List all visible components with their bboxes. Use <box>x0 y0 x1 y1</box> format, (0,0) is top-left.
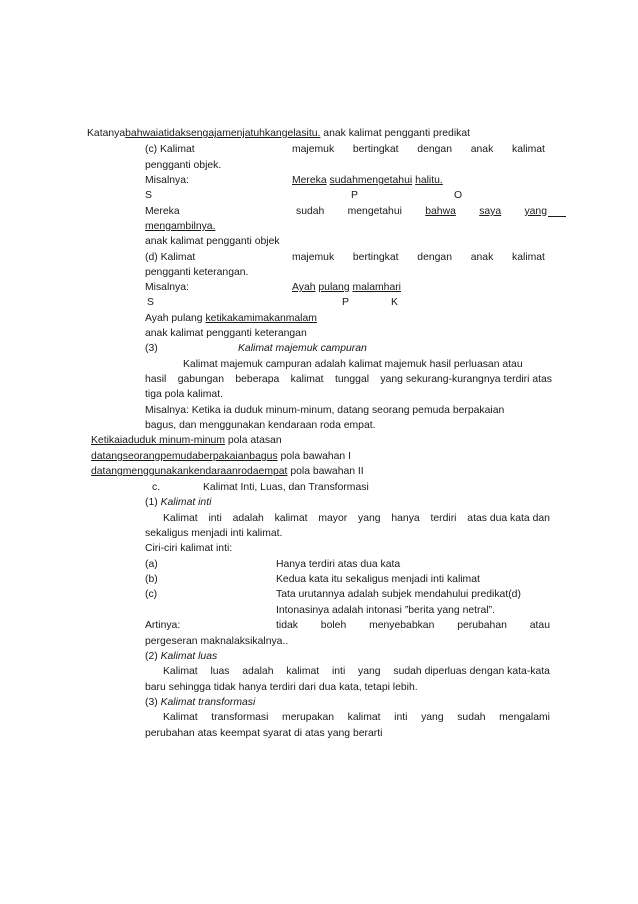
predicate: sudahmengetahui <box>329 175 413 186</box>
word: luas <box>210 666 230 677</box>
note-keterangan: anak kalimat pengganti keterangan <box>145 328 307 339</box>
pola-line <box>91 450 351 463</box>
paragraph-line: Kalimat majemuk campuran adalah kalimat majemuk hasil perluasan atau <box>183 359 523 370</box>
word: menyebabkan <box>369 620 435 631</box>
paragraph-line <box>163 665 550 678</box>
adverbial: malamhari <box>352 282 401 293</box>
underlined-clause: datangseorangpemudaberpakaianbagus <box>91 451 278 462</box>
item-d-label: (d) Kalimat <box>145 252 196 263</box>
example-sentence <box>292 174 443 187</box>
underlined-clause: Ketikaiaduduk minum-minum <box>91 435 225 446</box>
artinya-cont: pergeseran maknalaksikalnya.. <box>145 636 289 647</box>
example-label: Misalnya: <box>145 175 189 186</box>
word: tunggal <box>334 374 370 385</box>
list-marker: (c) <box>145 589 158 600</box>
word: sudah <box>457 712 486 723</box>
artinya-label: Artinya: <box>145 620 181 631</box>
word: Kalimat <box>163 666 198 677</box>
underlined-clause: ketikakamimakanmalam <box>205 313 317 324</box>
word: bertingkat <box>352 144 399 155</box>
text: Kalimat luas <box>160 651 218 662</box>
k-marker: K <box>391 297 398 308</box>
word: bertingkat <box>352 252 399 263</box>
predicate: pulang <box>318 282 350 293</box>
word: dengan <box>417 144 452 155</box>
word: merupakan <box>282 712 335 723</box>
s-marker: S <box>145 190 152 201</box>
text: (3) <box>145 697 161 708</box>
word: hanya <box>391 513 420 524</box>
paragraph-line <box>163 711 550 724</box>
example-sentence-2 <box>145 312 317 325</box>
word: sudah diperluas dengan kata-kata <box>393 666 550 677</box>
underline-extension <box>548 216 566 217</box>
word: sudah <box>296 206 325 217</box>
paragraph-line: perubahan atas keempat syarat di atas yang berarti <box>145 728 383 739</box>
list-heading: Ciri-ciri kalimat inti: <box>145 543 233 554</box>
word: anak <box>470 252 494 263</box>
section-title: Kalimat Inti, Luas, dan Transformasi <box>203 482 369 493</box>
text: (2) <box>145 651 161 662</box>
o-marker: O <box>454 190 463 201</box>
word: mengalami <box>499 712 550 723</box>
word: adalah <box>242 666 274 677</box>
word: kalimat <box>290 374 324 385</box>
subsection-heading <box>145 496 211 509</box>
word: gabungan <box>177 374 224 385</box>
word: hasil <box>145 374 167 385</box>
list-marker: (a) <box>145 559 158 570</box>
word: majemuk <box>292 252 335 263</box>
paragraph-line: sekaligus menjadi inti kalimat. <box>145 528 283 539</box>
text: Kalimat transformasi <box>160 697 256 708</box>
paragraph-line <box>145 373 552 386</box>
word: atau <box>529 620 550 631</box>
word: boleh <box>320 620 347 631</box>
paragraph-line: Misalnya: Ketika ia duduk minum-minum, datang seorang pemuda berpakaian <box>145 405 505 416</box>
p-marker: P <box>351 190 358 201</box>
pola-line <box>91 465 364 478</box>
text: Ayah pulang <box>145 313 206 324</box>
word: tidak <box>276 620 298 631</box>
example-words <box>296 205 547 218</box>
text: anak kalimat pengganti predikat <box>320 128 471 139</box>
text: (1) <box>145 497 161 508</box>
word: beberapa <box>235 374 280 385</box>
item-c-label: (c) Kalimat <box>145 144 195 155</box>
word: Mereka <box>145 206 180 217</box>
paragraph-line: tiga pola kalimat. <box>145 389 223 400</box>
item-c-cont: pengganti objek. <box>145 160 222 171</box>
intro-line <box>87 127 470 140</box>
word: adalah <box>232 513 264 524</box>
subject: Mereka <box>292 175 327 186</box>
word: mayor <box>318 513 348 524</box>
underlined-clause: bahwaiatidaksengajamenjatuhkangelasitu. <box>125 128 321 139</box>
subsection-heading <box>145 650 217 663</box>
word: inti <box>331 666 346 677</box>
text: Katanya <box>87 128 126 139</box>
word: bahwa <box>425 206 456 217</box>
list-item-text: Kedua kata itu sekaligus menjadi inti kalimat <box>276 574 480 585</box>
s-marker: S <box>147 297 154 308</box>
underlined-clause: datangmenggunakankendaraanrodaempat <box>91 466 288 477</box>
subject: Ayah <box>292 282 316 293</box>
list-item-text: Hanya terdiri atas dua kata <box>276 559 401 570</box>
word: yang sekurang-kurangnya terdiri atas <box>380 374 552 385</box>
word: kalimat <box>512 252 545 263</box>
text: pola bawahan II <box>287 466 364 477</box>
object: halitu. <box>415 175 443 186</box>
list-item-text: Intonasinya adalah intonasi ”berita yang netral”. <box>276 605 495 616</box>
word: yang <box>358 666 381 677</box>
item-d-cont: pengganti keterangan. <box>145 267 249 278</box>
paragraph-line <box>163 512 550 525</box>
word: Kalimat <box>163 712 198 723</box>
word: yang <box>421 712 444 723</box>
list-item-text: Tata urutannya adalah subjek mendahului predikat(d) <box>276 589 521 600</box>
pola-line <box>91 434 282 447</box>
word: saya <box>479 206 502 217</box>
word: anak <box>470 144 494 155</box>
list-marker: (b) <box>145 574 158 585</box>
artinya-line <box>276 619 550 632</box>
word: inti <box>394 712 408 723</box>
item-d-desc <box>292 251 545 264</box>
item-c-desc <box>292 143 545 156</box>
example-sentence <box>292 281 401 294</box>
word: terdiri <box>430 513 457 524</box>
word: inti <box>208 513 222 524</box>
item-3-title: Kalimat majemuk campuran <box>238 343 367 354</box>
subsection-heading <box>145 696 255 709</box>
section-letter: c. <box>152 482 161 493</box>
word: majemuk <box>292 144 335 155</box>
paragraph-line: bagus, dan menggunakan kendaraan roda empat. <box>145 420 376 431</box>
text: pola atasan <box>224 435 282 446</box>
word: transformasi <box>211 712 269 723</box>
word: yang <box>524 206 547 217</box>
item-3-number: (3) <box>145 343 158 354</box>
example-label: Misalnya: <box>145 282 189 293</box>
p-marker: P <box>342 297 349 308</box>
word: kalimat <box>512 144 545 155</box>
word: dengan <box>417 252 452 263</box>
word: kalimat <box>274 513 308 524</box>
word: atas dua kata dan <box>467 513 550 524</box>
word: mengetahui <box>347 206 402 217</box>
word: perubahan <box>457 620 507 631</box>
word: Kalimat <box>163 513 198 524</box>
text: pola bawahan I <box>277 451 351 462</box>
paragraph-line: baru sehingga tidak hanya terdiri dari dua kata, tetapi lebih. <box>145 682 418 693</box>
note-objek: anak kalimat pengganti objek <box>145 236 280 247</box>
word: yang <box>358 513 381 524</box>
example-cont: mengambilnya. <box>145 221 216 232</box>
word: kalimat <box>286 666 320 677</box>
word: kalimat <box>347 712 381 723</box>
text: Kalimat inti <box>160 497 212 508</box>
